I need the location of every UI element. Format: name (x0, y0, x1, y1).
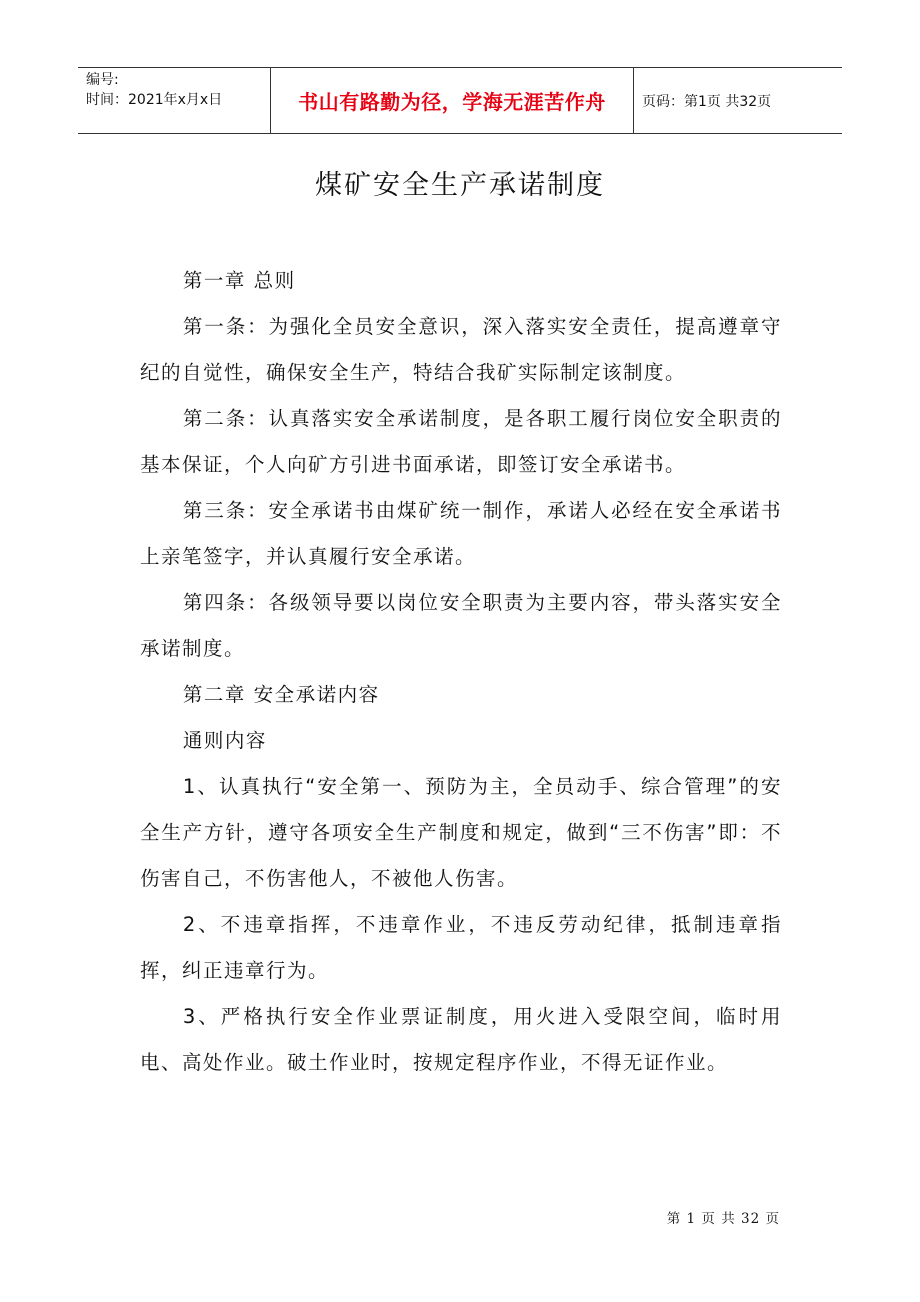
document-title: 煤矿安全生产承诺制度 (315, 170, 605, 201)
page-header (78, 67, 842, 134)
header-meta (78, 68, 271, 133)
article-paragraph: 第二条：认真落实安全承诺制度，是各职工履行岗位安全职责的基本保证，个人向矿方引进书面承诺，即签订安全承诺书。 (140, 407, 782, 476)
header-page-number: 页码：第1页 共32页 (642, 93, 772, 110)
article-paragraph: 第三条：安全承诺书由煤矿统一制作，承诺人必经在安全承诺书上亲笔签字，并认真履行安全承诺。 (140, 499, 782, 568)
document-time-label: 时间：2021年x月x日 (86, 92, 223, 108)
list-item: 1、认真执行“安全第一、预防为主，全员动手、综合管理”的安全生产方针，遵守各项安全生产制度和规定，做到“三不伤害”即：不伤害自己，不伤害他人，不被他人伤害。 (140, 775, 782, 890)
list-item: 2、不违章指挥，不违章作业，不违反劳动纪律，抵制违章指挥，纠正违章行为。 (140, 913, 782, 982)
section-heading: 通则内容 (182, 729, 267, 752)
document-number-label: 编号: (86, 72, 119, 88)
chapter-heading: 第二章 安全承诺内容 (182, 683, 380, 706)
article-paragraph: 第四条：各级领导要以岗位安全职责为主要内容，带头落实安全承诺制度。 (140, 591, 782, 660)
chapter-heading: 第一章 总则 (182, 269, 296, 292)
document-body (140, 258, 782, 1086)
header-motto: 书山有路勤为径，学海无涯苦作舟 (271, 68, 634, 133)
page-footer: 第 1 页 共 32 页 (666, 1211, 780, 1227)
article-paragraph: 第一条：为强化全员安全意识，深入落实安全责任，提高遵章守纪的自觉性，确保安全生产，特结合我矿实际制定该制度。 (140, 315, 782, 384)
list-item: 3、严格执行安全作业票证制度，用火进入受限空间，临时用电、高处作业。破土作业时，按规定程序作业，不得无证作业。 (140, 1005, 782, 1074)
